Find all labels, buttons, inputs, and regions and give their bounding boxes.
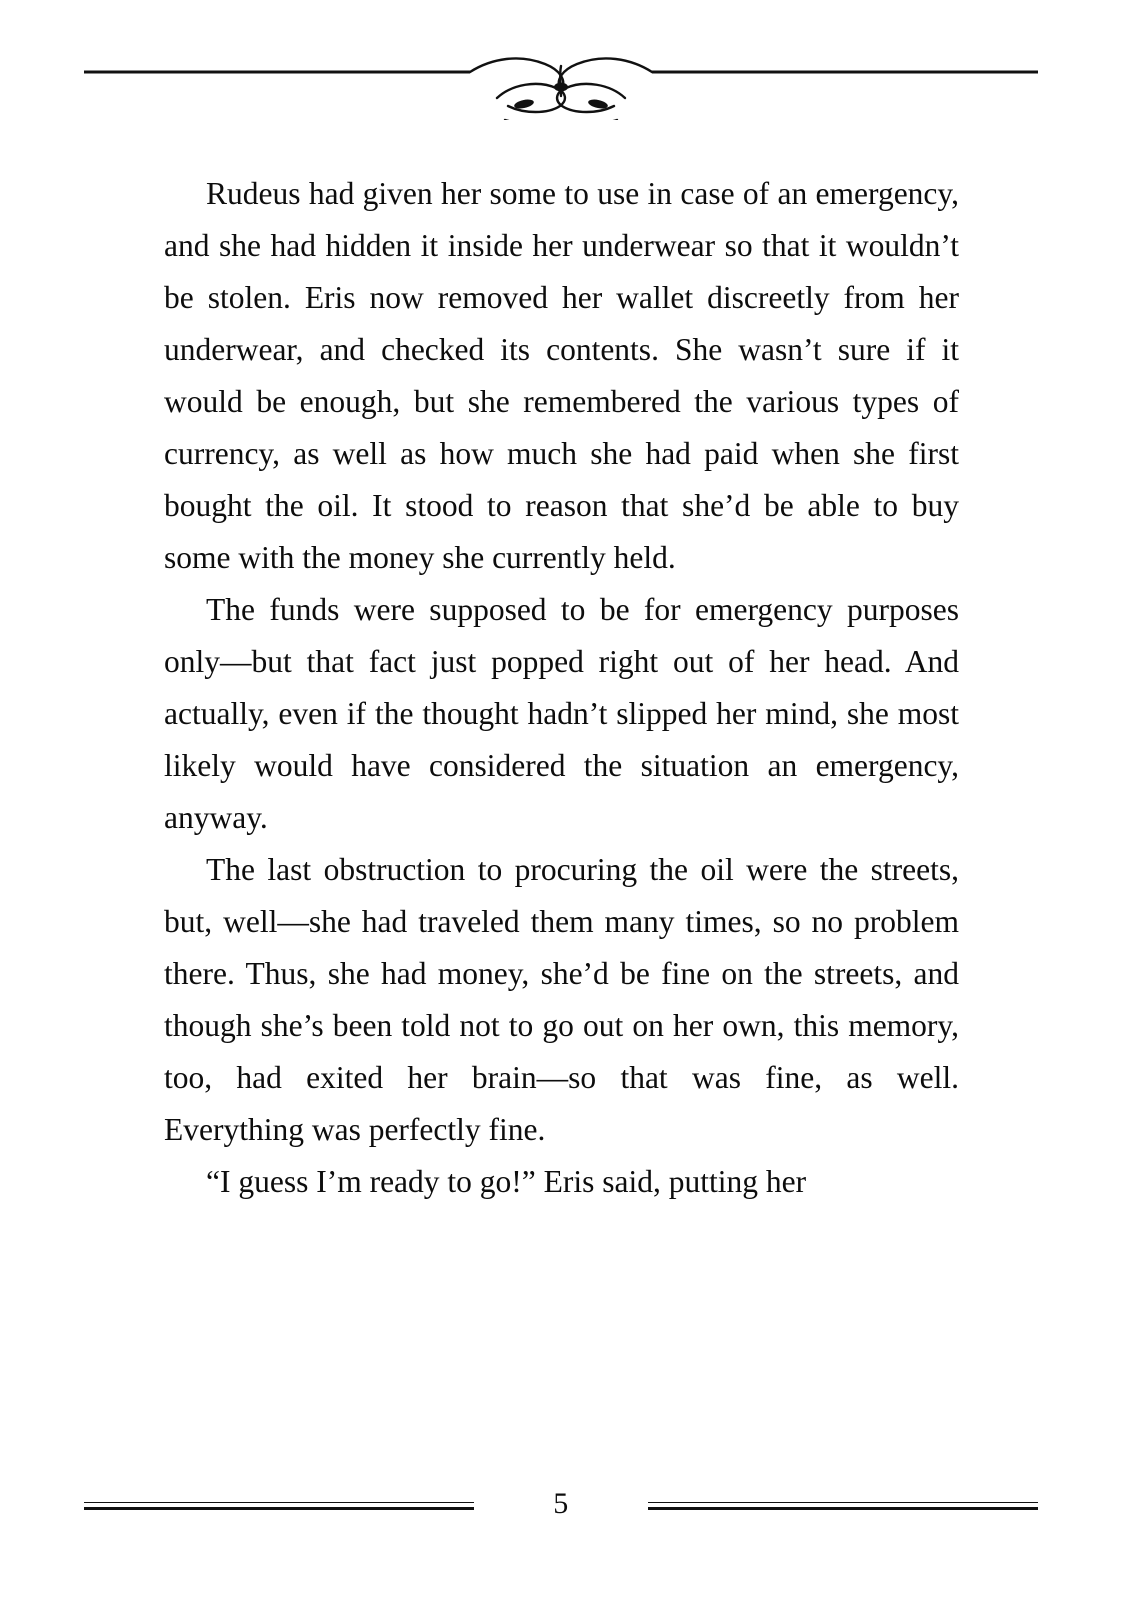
paragraph: “I guess I’m ready to go!” Eris said, putting her — [206, 1164, 807, 1199]
paragraph: The last obstruction to procuring the oil were the streets, but, well—she had traveled them many times, so no problem there. Thus, she had money, she’d be fine on the streets, and though she’s been told not to go out on her own, this memory, too, had exited her brain—so that was fine, as well. Everything was perfectly fine. — [164, 852, 959, 1147]
page-footer — [0, 1480, 1122, 1528]
paragraph: The funds were supposed to be for emergency purposes only—but that fact just popped right out of her head. And actually, even if the thought hadn’t slipped her mind, she most likely would have considered the situation an emergency, anyway. — [164, 592, 959, 835]
paragraph: Rudeus had given her some to use in case of an emergency, and she had hidden it inside her underwear so that it wouldn’t be stolen. Eris now removed her wallet discreetly from her underwear, and checked its contents. She wasn’t sure if it would be enough, but she remembered the various types of currency, as well as how much she had paid when she first bought the oil. It stood to reason that she’d be able to buy some with the money she currently held. — [164, 176, 959, 575]
page-number: 5 — [527, 1489, 595, 1519]
page-body-text — [164, 168, 959, 1208]
flourish-divider-ornament-icon — [0, 40, 1122, 120]
